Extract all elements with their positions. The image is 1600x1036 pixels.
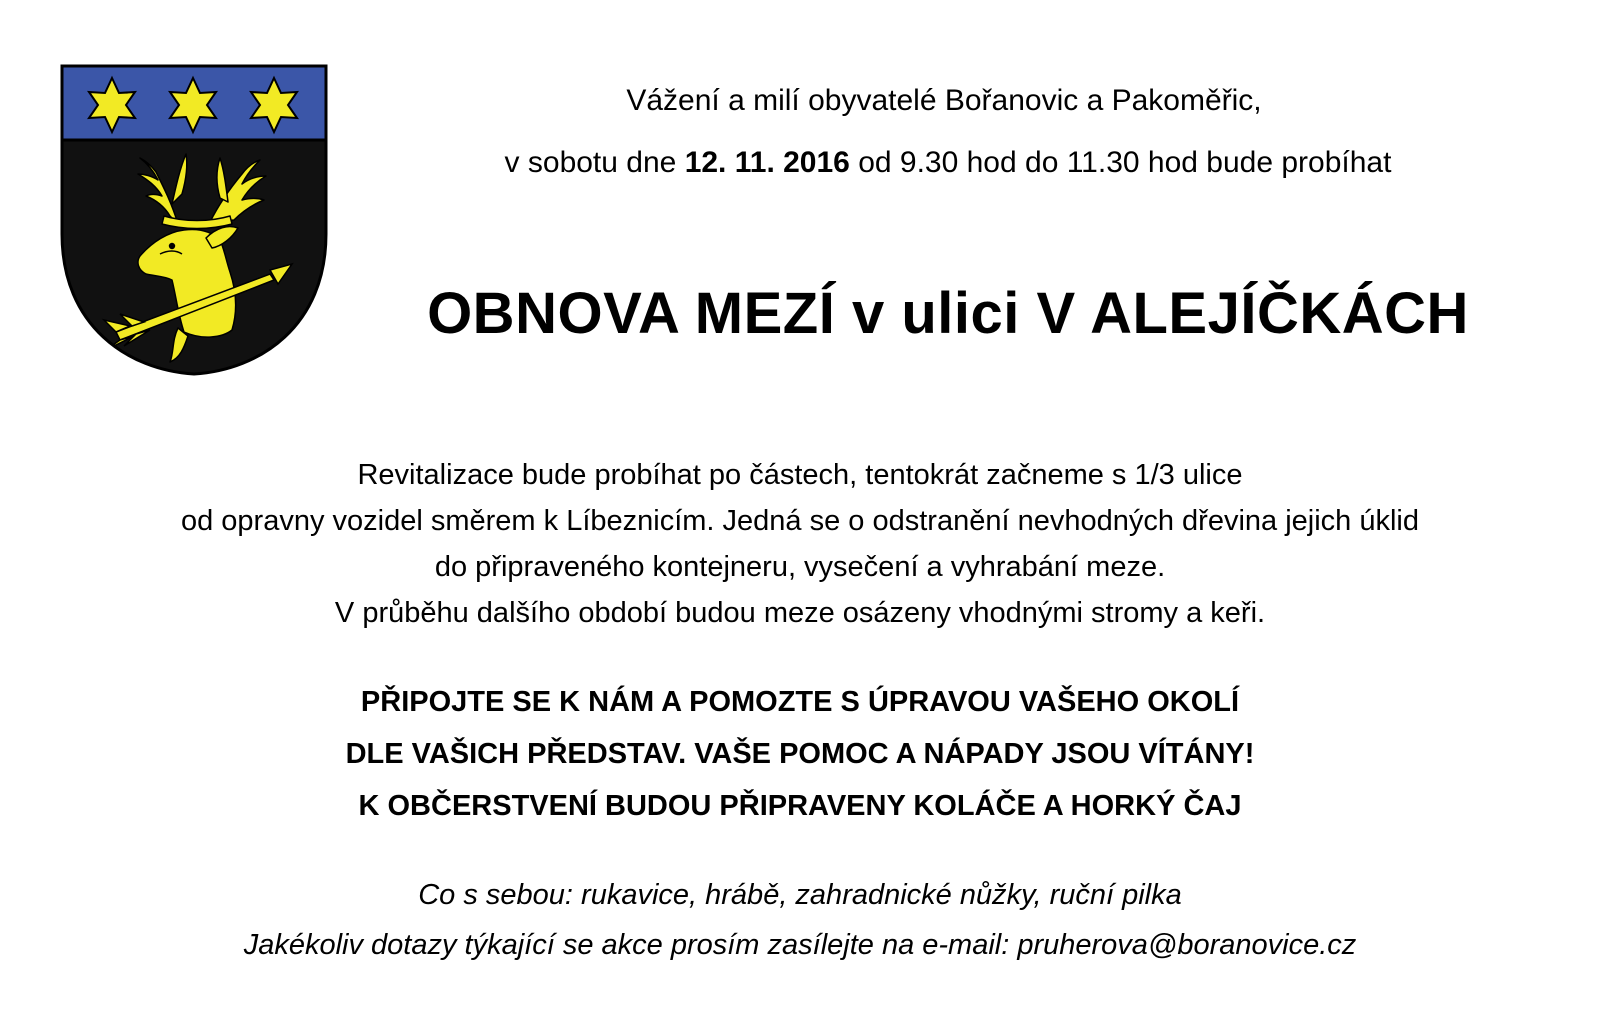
footer-line: Jakékoliv dotazy týkající se akce prosím zasílejte na e-mail: pruherova@boranovice.cz — [243, 929, 1357, 961]
page-title: OBNOVA MEZÍ v ulici V ALEJÍČKÁCH — [427, 281, 1469, 346]
date-suffix: od 9.30 hod do 11.30 hod bude probíhat — [849, 146, 1392, 179]
event-date: 12. 11. 2016 — [684, 146, 850, 179]
coat-of-arms-icon — [60, 64, 328, 376]
description-line: do připraveného kontejneru, vysečení a vyhrabání meze. — [434, 551, 1166, 583]
date-prefix: v sobotu dne — [504, 146, 685, 179]
description-line: Revitalizace bude probíhat po částech, tentokrát začneme s 1/3 ulice — [357, 459, 1243, 491]
date-line — [505, 146, 1392, 180]
footer-notes — [0, 870, 1600, 970]
description — [0, 452, 1600, 636]
call-to-action-line: PŘIPOJTE SE K NÁM A POMOZTE S ÚPRAVOU VAŠEHO OKOLÍ — [360, 686, 1240, 718]
call-to-action-line: DLE VAŠICH PŘEDSTAV. VAŠE POMOC A NÁPADY JSOU VÍTÁNY! — [345, 738, 1255, 770]
description-line: od opravny vozidel směrem k Líbeznicím. Jedná se o odstranění nevhodných dřevina jejich úklid — [180, 505, 1419, 537]
call-to-action — [0, 676, 1600, 832]
greeting: Vážení a milí obyvatelé Bořanovic a Pakoměřic, — [626, 84, 1262, 117]
description-line: V průběhu dalšího období budou meze osázeny vhodnými stromy a keři. — [334, 597, 1266, 629]
call-to-action-line: K OBČERSTVENÍ BUDOU PŘIPRAVENY KOLÁČE A HORKÝ ČAJ — [358, 790, 1242, 822]
footer-line: Co s sebou: rukavice, hrábě, zahradnické nůžky, ruční pilka — [418, 879, 1182, 911]
